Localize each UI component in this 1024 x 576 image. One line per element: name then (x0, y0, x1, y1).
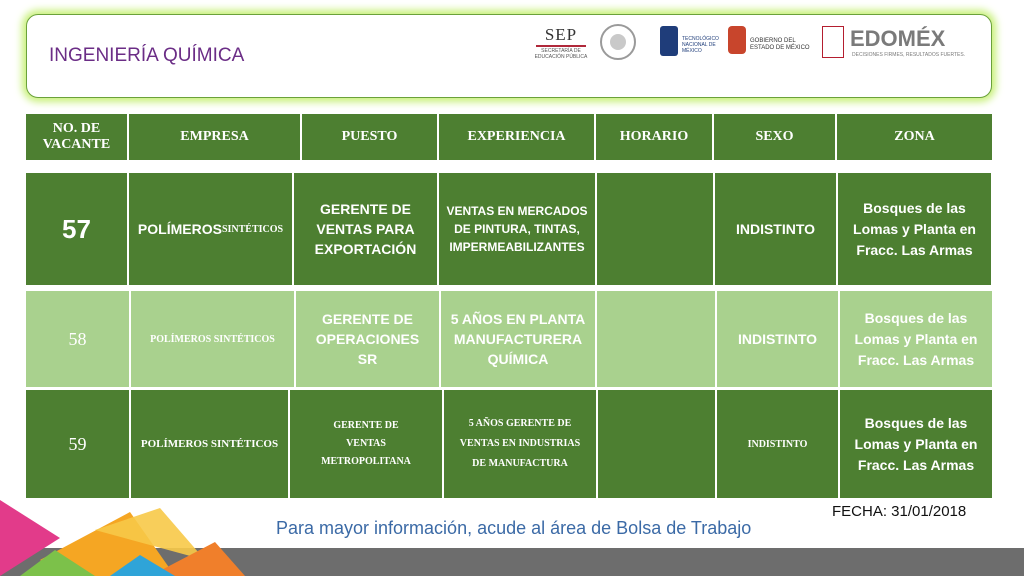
sexo-cell-59: INDISTINTO (717, 390, 838, 498)
column-header-empresa: EMPRESA (129, 114, 300, 160)
page-title: INGENIERÍA QUÍMICA (49, 45, 245, 66)
zona-cell-58: Bosques de las Lomas y Planta en Fracc. Las Armas (840, 291, 992, 387)
empresa-cell-58: POLÍMEROS SINTÉTICOS (131, 291, 294, 387)
sep-logo-text: SEP (544, 25, 578, 44)
header-banner (26, 14, 992, 98)
horario-cell-57 (597, 173, 713, 285)
tecnm-logo-text: TECNOLÓGICO NACIONAL DE MÉXICO (682, 36, 719, 54)
sexo-cell-57: INDISTINTO (715, 173, 836, 285)
zona-cell-59: Bosques de las Lomas y Planta en Fracc. Las Armas (840, 390, 992, 498)
column-header-zona: ZONA (837, 114, 992, 160)
experiencia-cell-59: 5 AÑOS GERENTE DE VENTAS EN INDUSTRIAS DE MANUFACTURA (444, 390, 596, 498)
puesto-cell-57: GERENTE DE VENTAS PARA EXPORTACIÓN (294, 173, 437, 285)
puesto-cell-59: GERENTE DE VENTAS METROPOLITANA (290, 390, 442, 498)
empresa-cell-59: POLÍMEROS SINTÉTICOS (131, 390, 288, 498)
sep-logo-subtext: SECRETARÍA DE EDUCACIÓN PÚBLICA (534, 48, 588, 60)
edomex-crest-icon (728, 26, 746, 54)
sep-logo (530, 26, 592, 64)
experiencia-cell-57: VENTAS EN MERCADOS DE PINTURA, TINTAS, IMPERMEABILIZANTES (439, 173, 595, 285)
empresa-name-57: POLÍMEROS (137, 221, 222, 237)
column-header-horario: HORARIO (596, 114, 712, 160)
mexico-seal-icon (600, 24, 636, 60)
gobierno-logo-text: GOBIERNO DEL ESTADO DE MÉXICO (750, 38, 810, 51)
empresa-cell-57 (129, 173, 292, 285)
tecnm-logo-icon (660, 26, 678, 56)
horario-cell-58 (597, 291, 715, 387)
column-header-sexo: SEXO (714, 114, 835, 160)
edomex-slogan: DECISIONES FIRMES, RESULTADOS FUERTES. (852, 52, 966, 58)
zona-cell-57: Bosques de las Lomas y Planta en Fracc. Las Armas (838, 173, 991, 285)
decorative-shapes (0, 500, 250, 576)
empresa-name-small-57: SINTÉTICOS (221, 223, 284, 235)
column-header-puesto: PUESTO (302, 114, 437, 160)
vacancy-number-57: 57 (26, 173, 127, 285)
experiencia-cell-58: 5 AÑOS EN PLANTA MANUFACTURERA QUÍMICA (441, 291, 595, 387)
column-header-vacante: NO. DE VACANTE (26, 114, 127, 160)
vacancy-number-59: 59 (26, 390, 129, 498)
puesto-cell-58: GERENTE DE OPERACIONES SR (296, 291, 439, 387)
horario-cell-59 (598, 390, 715, 498)
sexo-cell-58: INDISTINTO (717, 291, 838, 387)
column-header-experiencia: EXPERIENCIA (439, 114, 594, 160)
vacancy-number-58: 58 (26, 291, 129, 387)
edomex-logo-text: EDOMÉX (850, 26, 946, 51)
edomex-emblem-icon (822, 26, 844, 58)
date-label: FECHA: 31/01/2018 (832, 503, 967, 520)
footer-info-text: Para mayor información, acude al área de Bolsa de Trabajo (276, 518, 752, 538)
